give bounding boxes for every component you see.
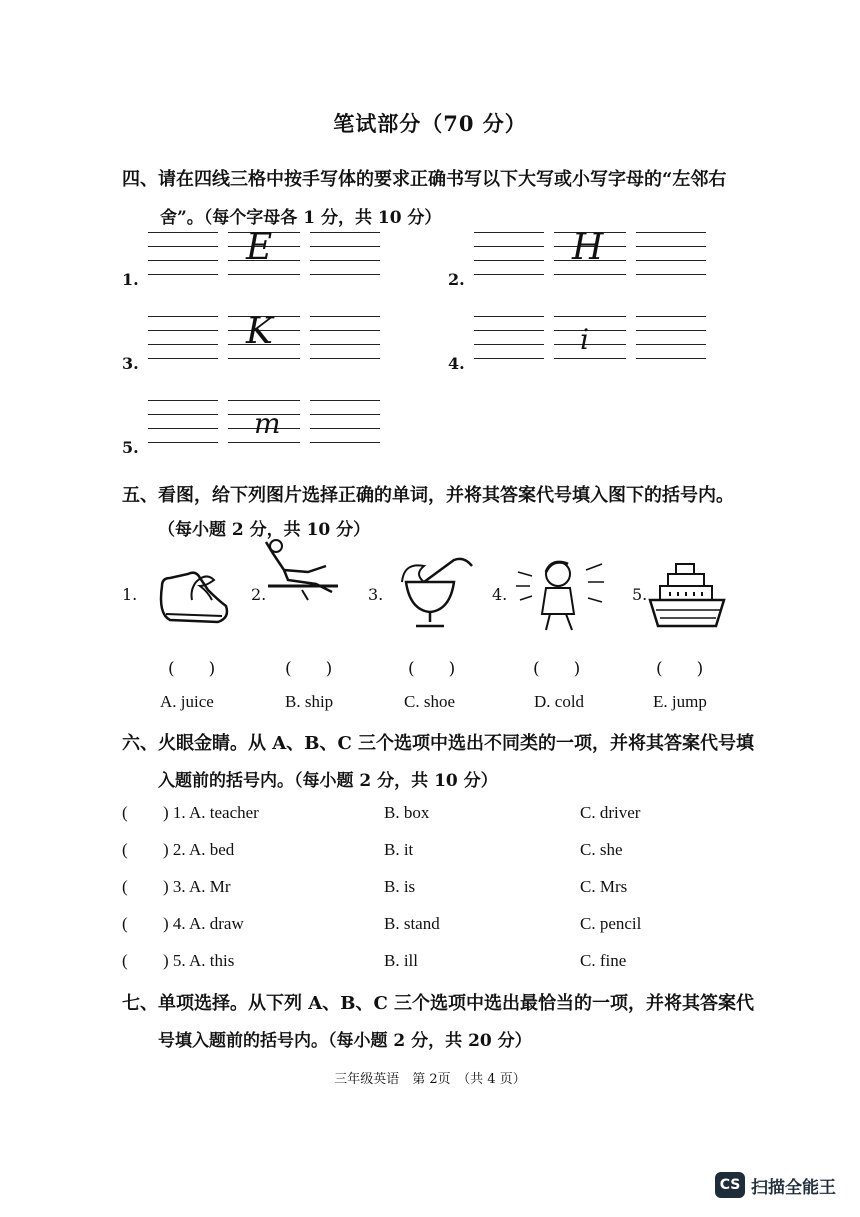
- grid-number-2: 2.: [448, 270, 465, 289]
- pic-number-5: 5.: [632, 585, 648, 604]
- row-option-b: B. box: [384, 803, 430, 822]
- grid-number-3: 3.: [122, 354, 139, 373]
- q6-heading: 六、火眼金睛。从 A、B、C 三个选项中选出不同类的一项，并将其答案代号填: [122, 733, 755, 754]
- grid-letter-box: [228, 228, 300, 280]
- pic-number-1: 1.: [122, 585, 138, 604]
- q4-heading: 四、请在四线三格中按手写体的要求正确书写以下大写或小写字母的“左邻右: [122, 169, 727, 190]
- option-b: B. ship: [285, 692, 334, 711]
- scanner-logo-text: 扫描全能王: [751, 1177, 836, 1198]
- row-option-c: C. driver: [580, 803, 641, 822]
- answer-paren-3[interactable]: ( ): [408, 659, 456, 679]
- answer-paren-1[interactable]: ( ): [168, 659, 216, 679]
- grid-number-1: 1.: [122, 270, 139, 289]
- grid-letter-box: [228, 312, 300, 364]
- grid-answer-box[interactable]: [474, 228, 544, 280]
- ship-picture: [646, 556, 728, 632]
- row-open-paren[interactable]: (: [122, 951, 128, 970]
- row-option-b: B. is: [384, 877, 416, 896]
- row-option-c: C. Mrs: [580, 877, 628, 896]
- grid-answer-box[interactable]: [310, 228, 380, 280]
- grid-answer-box[interactable]: [474, 312, 544, 364]
- page-title: 笔试部分（70 分）: [333, 111, 527, 136]
- grid-letter: E: [246, 227, 273, 268]
- option-a: A. juice: [160, 692, 214, 711]
- grid-letter-box: [554, 228, 626, 280]
- answer-paren-2[interactable]: ( ): [285, 659, 333, 679]
- q6-subheading: 入题前的括号内。（每小题 2 分，共 10 分）: [158, 771, 498, 791]
- pic-number-4: 4.: [492, 585, 508, 604]
- grid-letter: K: [246, 311, 273, 352]
- grid-letter: i: [580, 323, 589, 356]
- row-option-b: B. stand: [384, 914, 440, 933]
- grid-letter: m: [254, 407, 281, 440]
- q4-subheading: 舍”。（每个字母各 1 分，共 10 分）: [160, 208, 442, 228]
- grid-letter-box: [228, 396, 300, 448]
- page-footer: 三年级英语 第 2页 （共 4 页）: [334, 1072, 526, 1087]
- row-open-paren[interactable]: (: [122, 840, 128, 859]
- q7-heading: 七、单项选择。从下列 A、B、C 三个选项中选出最恰当的一项，并将其答案代: [122, 993, 755, 1014]
- row-open-paren[interactable]: (: [122, 803, 128, 822]
- row-option-c: C. she: [580, 840, 623, 859]
- grid-number-4: 4.: [448, 354, 465, 373]
- row-option-c: C. fine: [580, 951, 627, 970]
- q5-subheading: （每小题 2 分，共 10 分）: [158, 520, 371, 540]
- option-c: C. shoe: [404, 692, 455, 711]
- scanner-watermark: [715, 1172, 836, 1198]
- row-option-a: ) 1. A. teacher: [163, 803, 259, 822]
- grid-answer-box[interactable]: [636, 228, 706, 280]
- grid-letter: H: [572, 227, 604, 268]
- grid-answer-box[interactable]: [310, 312, 380, 364]
- grid-answer-box[interactable]: [148, 396, 218, 448]
- row-open-paren[interactable]: (: [122, 877, 128, 896]
- cold-picture: [512, 552, 608, 632]
- grid-number-5: 5.: [122, 438, 139, 457]
- answer-paren-4[interactable]: ( ): [533, 659, 581, 679]
- row-option-a: ) 3. A. Mr: [163, 877, 231, 896]
- row-open-paren[interactable]: (: [122, 914, 128, 933]
- q5-heading: 五、看图，给下列图片选择正确的单词，并将其答案代号填入图下的括号内。: [122, 485, 734, 506]
- grid-letter-box: [554, 312, 626, 364]
- pic-number-3: 3.: [368, 585, 384, 604]
- row-option-b: B. it: [384, 840, 414, 859]
- row-option-a: ) 2. A. bed: [163, 840, 235, 859]
- row-option-a: ) 4. A. draw: [163, 914, 244, 933]
- row-option-a: ) 5. A. this: [163, 951, 235, 970]
- shoe-picture: [156, 556, 232, 628]
- q7-subheading: 号填入题前的括号内。（每小题 2 分，共 20 分）: [158, 1031, 532, 1051]
- option-d: D. cold: [534, 692, 585, 711]
- jump-picture: [262, 536, 344, 602]
- scanner-logo-icon: CS: [715, 1172, 745, 1198]
- option-e: E. jump: [653, 692, 707, 711]
- grid-answer-box[interactable]: [636, 312, 706, 364]
- juice-picture: [384, 552, 480, 632]
- row-option-c: C. pencil: [580, 914, 642, 933]
- grid-answer-box[interactable]: [310, 396, 380, 448]
- row-option-b: B. ill: [384, 951, 419, 970]
- pic-number-2: 2.: [251, 585, 267, 604]
- answer-paren-5[interactable]: ( ): [656, 659, 704, 679]
- grid-answer-box[interactable]: [148, 228, 218, 280]
- grid-answer-box[interactable]: [148, 312, 218, 364]
